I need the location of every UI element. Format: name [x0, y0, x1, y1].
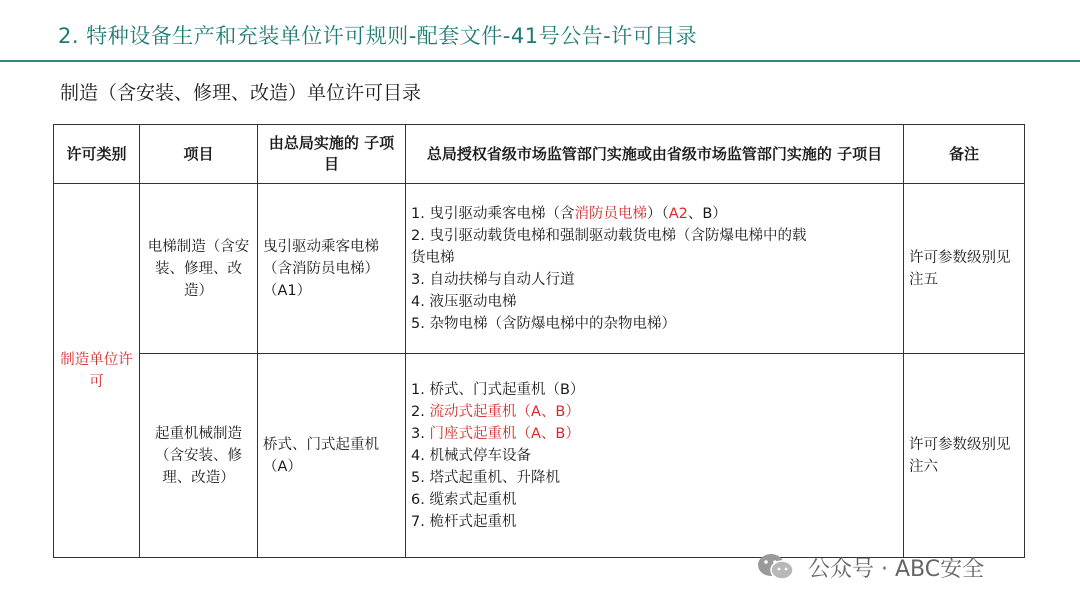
list-item: 1. 桥式、门式起重机（B） [411, 381, 585, 398]
list-item: 5. 塔式起重机、升降机 [411, 469, 560, 486]
header-prov-sub: 总局授权省级市场监管部门实施或由省级市场监管部门实施的 子项目 [406, 125, 904, 184]
project-cell: 起重机械制造（含安装、修理、改造） [140, 354, 258, 558]
wechat-icon [756, 552, 796, 582]
page-title: 2. 特种设备生产和充装单位许可规则-配套文件-41号公告-许可目录 [58, 24, 698, 48]
list-item: 2. 流动式起重机（A、B） [411, 403, 580, 420]
watermark [756, 550, 1056, 584]
section-subtitle: 制造（含安装、修理、改造）单位许可目录 [60, 82, 422, 104]
permit-table [53, 124, 1025, 558]
table-row [54, 184, 1025, 354]
list-item: 7. 桅杆式起重机 [411, 513, 517, 530]
note-cell: 许可参数级别见注五 [904, 184, 1025, 354]
list-item: 4. 机械式停车设备 [411, 447, 531, 464]
hq-sub-cell: 桥式、门式起重机（A） [258, 354, 406, 558]
list-item: 1. 曳引驱动乘客电梯（含消防员电梯）（A2、B） [411, 205, 727, 222]
category-cell: 制造单位许可 [54, 184, 140, 558]
list-item: 6. 缆索式起重机 [411, 491, 517, 508]
list-item: 4. 液压驱动电梯 [411, 293, 517, 310]
hq-sub-cell: 曳引驱动乘客电梯（含消防员电梯）（A1） [258, 184, 406, 354]
header-hq-sub: 由总局实施的 子项目 [258, 125, 406, 184]
header-project: 项目 [140, 125, 258, 184]
list-item: 3. 门座式起重机（A、B） [411, 425, 580, 442]
header-divider [0, 60, 1080, 62]
table-row [54, 354, 1025, 558]
header-category: 许可类别 [54, 125, 140, 184]
prov-sub-list [406, 354, 904, 558]
list-item: 3. 自动扶梯与自动人行道 [411, 271, 575, 288]
header [0, 0, 1080, 60]
header-note: 备注 [904, 125, 1025, 184]
watermark-text: 公众号 · ABC安全 [808, 556, 985, 582]
list-item: 5. 杂物电梯（含防爆电梯中的杂物电梯） [411, 315, 676, 332]
note-cell: 许可参数级别见注六 [904, 354, 1025, 558]
prov-sub-list [406, 184, 904, 354]
list-item: 2. 曳引驱动载货电梯和强制驱动载货电梯（含防爆电梯中的载 [411, 227, 807, 244]
list-item: 货电梯 [411, 249, 455, 266]
table-header-row [54, 125, 1025, 184]
project-cell: 电梯制造（含安装、修理、改造） [140, 184, 258, 354]
